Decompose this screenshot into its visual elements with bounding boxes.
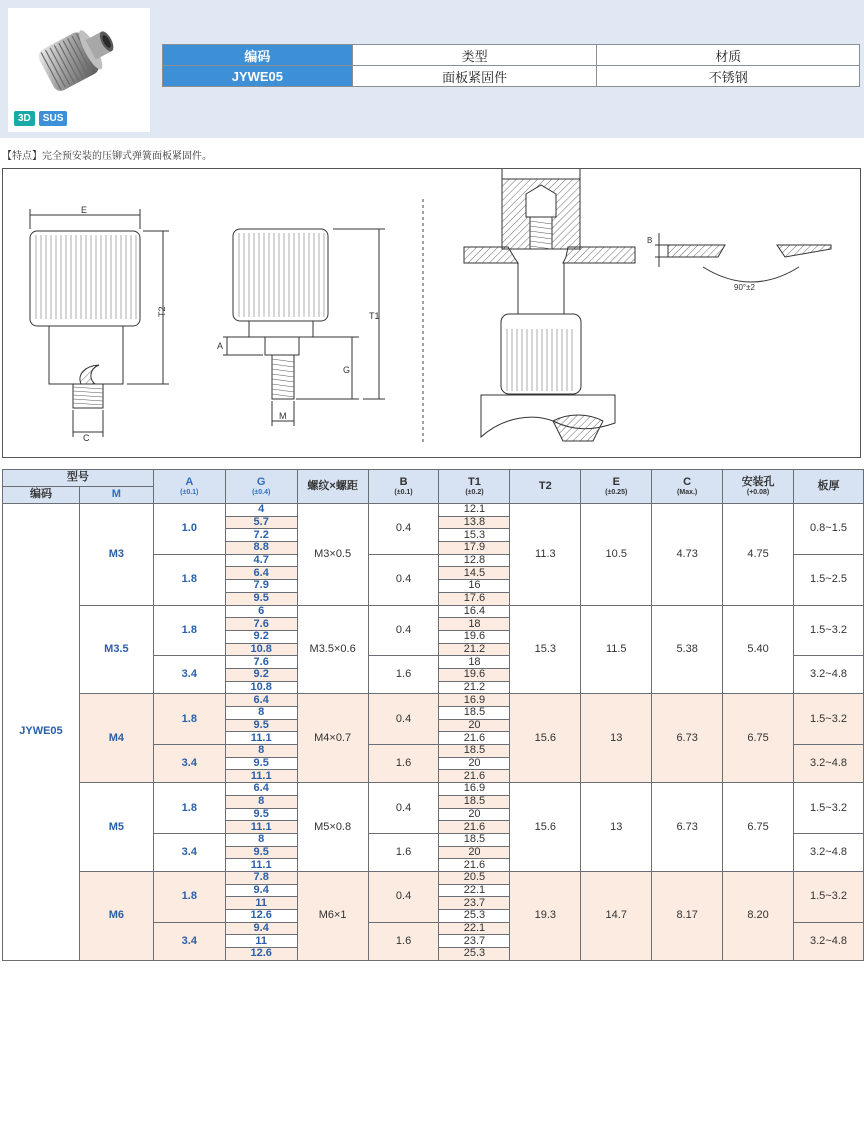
b-cell: 1.6 <box>368 745 439 783</box>
t2-header: T2 <box>510 470 581 504</box>
hole-cell: 8.20 <box>723 871 794 960</box>
g-cell: 9.5 <box>225 592 297 605</box>
g-cell: 8.8 <box>225 542 297 555</box>
t1-cell: 17.9 <box>439 542 510 555</box>
m-cell: M5 <box>79 783 153 872</box>
a-cell: 1.8 <box>153 554 225 605</box>
thread-cell: M3.5×0.6 <box>297 605 368 694</box>
g-cell: 7.6 <box>225 618 297 631</box>
c-cell: 8.17 <box>652 871 723 960</box>
t1-cell: 21.2 <box>439 643 510 656</box>
b-cell: 0.4 <box>368 605 439 656</box>
hole-header-tol: (+0.08) <box>746 489 770 497</box>
specification-table <box>2 469 864 961</box>
badge-group <box>14 111 67 126</box>
a-cell: 1.0 <box>153 504 225 555</box>
installation-view-drawing <box>464 169 635 441</box>
a-cell: 3.4 <box>153 833 225 871</box>
t1-cell: 25.3 <box>439 910 510 923</box>
t1-cell: 12.1 <box>439 504 510 517</box>
g-cell: 10.8 <box>225 681 297 694</box>
c-header-tol: (Max.) <box>677 489 698 497</box>
t2-cell: 15.6 <box>510 783 581 872</box>
t1-cell: 12.8 <box>439 554 510 567</box>
plate-cell: 1.5~2.5 <box>794 554 864 605</box>
g-cell: 7.9 <box>225 580 297 593</box>
b-cell: 0.4 <box>368 504 439 555</box>
g-header-tol: (±0.4) <box>252 489 271 497</box>
b-header-label: B <box>399 475 408 488</box>
type-value: 面板紧固件 <box>352 66 597 87</box>
g-cell: 8 <box>225 707 297 720</box>
e-cell: 10.5 <box>581 504 652 606</box>
e-cell: 13 <box>581 783 652 872</box>
m-cell: M3 <box>79 504 153 606</box>
thread-cell: M3×0.5 <box>297 504 368 606</box>
plate-cell: 3.2~4.8 <box>794 656 864 694</box>
g-cell: 9.5 <box>225 846 297 859</box>
thread-cell: M5×0.8 <box>297 783 368 872</box>
a-cell: 1.8 <box>153 871 225 922</box>
t1-cell: 18 <box>439 618 510 631</box>
g-cell: 6.4 <box>225 783 297 796</box>
model-header: 型号 <box>3 470 154 487</box>
t1-cell: 25.3 <box>439 948 510 961</box>
t2-cell: 15.6 <box>510 694 581 783</box>
g-cell: 11.1 <box>225 732 297 745</box>
g-cell: 11 <box>225 897 297 910</box>
b-cell: 0.4 <box>368 694 439 745</box>
g-cell: 9.5 <box>225 757 297 770</box>
type-header: 类型 <box>352 45 597 66</box>
technical-drawing <box>2 168 861 458</box>
t1-cell: 20 <box>439 719 510 732</box>
angle-label: 90°±2 <box>734 283 755 292</box>
code-cell: JYWE05 <box>3 504 80 961</box>
c-cell: 6.73 <box>652 694 723 783</box>
hole-cell: 6.75 <box>723 694 794 783</box>
code-header: 编码 <box>163 45 353 66</box>
a-cell: 1.8 <box>153 694 225 745</box>
m-cell: M3.5 <box>79 605 153 694</box>
hole-cell: 5.40 <box>723 605 794 694</box>
t1-cell: 23.7 <box>439 935 510 948</box>
g-cell: 7.2 <box>225 529 297 542</box>
t1-cell: 19.6 <box>439 668 510 681</box>
g-cell: 9.2 <box>225 630 297 643</box>
t1-cell: 21.6 <box>439 732 510 745</box>
thread-header: 螺纹×螺距 <box>297 470 368 504</box>
a-cell: 3.4 <box>153 745 225 783</box>
hole-cell: 6.75 <box>723 783 794 872</box>
table-row <box>3 605 864 618</box>
t1-cell: 18 <box>439 656 510 669</box>
dim-b-label: B <box>647 236 653 245</box>
panel-hole-drawing <box>647 233 831 292</box>
dim-t1-label: T1 <box>369 311 380 321</box>
t1-cell: 21.6 <box>439 770 510 783</box>
t2-cell: 19.3 <box>510 871 581 960</box>
t1-cell: 13.8 <box>439 516 510 529</box>
t1-cell: 20 <box>439 846 510 859</box>
hole-header <box>723 470 794 504</box>
g-cell: 12.6 <box>225 910 297 923</box>
b-header <box>368 470 439 504</box>
g-cell: 8 <box>225 795 297 808</box>
g-cell: 11.1 <box>225 770 297 783</box>
material-header: 材质 <box>597 45 860 66</box>
g-cell: 11.1 <box>225 821 297 834</box>
hole-header-label: 安装孔 <box>741 475 775 488</box>
dim-m-label: M <box>279 411 287 421</box>
g-cell: 4 <box>225 504 297 517</box>
plate-cell: 0.8~1.5 <box>794 504 864 555</box>
g-cell: 10.8 <box>225 643 297 656</box>
b-cell: 0.4 <box>368 871 439 922</box>
g-cell: 8 <box>225 833 297 846</box>
thread-cell: M4×0.7 <box>297 694 368 783</box>
a-header-label: A <box>185 475 194 488</box>
m-cell: M6 <box>79 871 153 960</box>
b-cell: 0.4 <box>368 554 439 605</box>
t1-cell: 15.3 <box>439 529 510 542</box>
t1-cell: 22.1 <box>439 922 510 935</box>
e-header <box>581 470 652 504</box>
table-row <box>3 783 864 796</box>
table-row <box>3 871 864 884</box>
code-value: JYWE05 <box>163 66 353 87</box>
e-cell: 14.7 <box>581 871 652 960</box>
c-cell: 6.73 <box>652 783 723 872</box>
g-header <box>225 470 297 504</box>
g-cell: 7.8 <box>225 871 297 884</box>
a-cell: 3.4 <box>153 922 225 960</box>
a-header-tol: (±0.1) <box>180 489 199 497</box>
t1-cell: 21.2 <box>439 681 510 694</box>
table-row <box>3 504 864 517</box>
t1-cell: 21.6 <box>439 859 510 872</box>
g-cell: 11.1 <box>225 859 297 872</box>
c-header-label: C <box>683 475 692 488</box>
g-cell: 9.5 <box>225 719 297 732</box>
g-cell: 9.2 <box>225 668 297 681</box>
c-header <box>652 470 723 504</box>
g-cell: 4.7 <box>225 554 297 567</box>
dim-e-label: E <box>81 205 88 215</box>
t1-header-label: T1 <box>468 475 481 488</box>
a-header <box>153 470 225 504</box>
3d-badge[interactable]: 3D <box>14 111 35 126</box>
plate-cell: 1.5~3.2 <box>794 694 864 745</box>
table-row <box>3 694 864 707</box>
t1-cell: 17.6 <box>439 592 510 605</box>
g-cell: 7.6 <box>225 656 297 669</box>
thread-cell: M6×1 <box>297 871 368 960</box>
g-cell: 9.4 <box>225 884 297 897</box>
t1-cell: 23.7 <box>439 897 510 910</box>
plate-cell: 1.5~3.2 <box>794 871 864 922</box>
t1-cell: 16.9 <box>439 694 510 707</box>
t1-cell: 16.4 <box>439 605 510 618</box>
product-info-table <box>162 44 860 87</box>
t1-cell: 19.6 <box>439 630 510 643</box>
b-cell: 1.6 <box>368 833 439 871</box>
t1-cell: 20 <box>439 808 510 821</box>
g-header-label: G <box>256 475 266 488</box>
b-cell: 0.4 <box>368 783 439 834</box>
plate-cell: 1.5~3.2 <box>794 783 864 834</box>
t1-header <box>439 470 510 504</box>
t1-cell: 16 <box>439 580 510 593</box>
e-header-label: E <box>612 475 620 488</box>
material-value: 不锈钢 <box>597 66 860 87</box>
e-cell: 11.5 <box>581 605 652 694</box>
t2-cell: 11.3 <box>510 504 581 606</box>
t1-cell: 20 <box>439 757 510 770</box>
t1-cell: 18.5 <box>439 795 510 808</box>
g-cell: 9.5 <box>225 808 297 821</box>
plate-cell: 1.5~3.2 <box>794 605 864 656</box>
c-cell: 4.73 <box>652 504 723 606</box>
b-header-tol: (±0.1) <box>394 489 413 497</box>
t1-cell: 14.5 <box>439 567 510 580</box>
side-view-drawing <box>217 229 385 426</box>
g-cell: 11 <box>225 935 297 948</box>
plate-cell: 3.2~4.8 <box>794 745 864 783</box>
feature-text: 【特点】完全预安装的压铆式弹簧面板紧固件。 <box>2 151 212 162</box>
g-cell: 6.4 <box>225 567 297 580</box>
a-cell: 1.8 <box>153 605 225 656</box>
plate-cell: 3.2~4.8 <box>794 833 864 871</box>
t1-cell: 18.5 <box>439 745 510 758</box>
c-cell: 5.38 <box>652 605 723 694</box>
dim-a-label: A <box>217 341 224 351</box>
g-cell: 8 <box>225 745 297 758</box>
front-view-drawing <box>30 205 169 443</box>
dim-c-label: C <box>83 433 90 443</box>
t1-cell: 20.5 <box>439 871 510 884</box>
g-cell: 6 <box>225 605 297 618</box>
t1-cell: 16.9 <box>439 783 510 796</box>
m-column-header: M <box>79 487 153 504</box>
t1-cell: 18.5 <box>439 707 510 720</box>
plate-header: 板厚 <box>794 470 864 504</box>
b-cell: 1.6 <box>368 656 439 694</box>
t1-header-tol: (±0.2) <box>465 489 484 497</box>
a-cell: 3.4 <box>153 656 225 694</box>
e-cell: 13 <box>581 694 652 783</box>
e-header-tol: (±0.25) <box>605 489 628 497</box>
t1-cell: 22.1 <box>439 884 510 897</box>
code-column-header: 编码 <box>3 487 80 504</box>
t1-cell: 18.5 <box>439 833 510 846</box>
plate-cell: 3.2~4.8 <box>794 922 864 960</box>
m-cell: M4 <box>79 694 153 783</box>
t2-cell: 15.3 <box>510 605 581 694</box>
g-cell: 6.4 <box>225 694 297 707</box>
dim-t2-label: T2 <box>157 306 167 317</box>
g-cell: 12.6 <box>225 948 297 961</box>
b-cell: 1.6 <box>368 922 439 960</box>
g-cell: 5.7 <box>225 516 297 529</box>
material-badge: SUS <box>39 111 68 126</box>
dim-g-label: G <box>343 365 351 375</box>
t1-cell: 21.6 <box>439 821 510 834</box>
a-cell: 1.8 <box>153 783 225 834</box>
hole-cell: 4.75 <box>723 504 794 606</box>
g-cell: 9.4 <box>225 922 297 935</box>
